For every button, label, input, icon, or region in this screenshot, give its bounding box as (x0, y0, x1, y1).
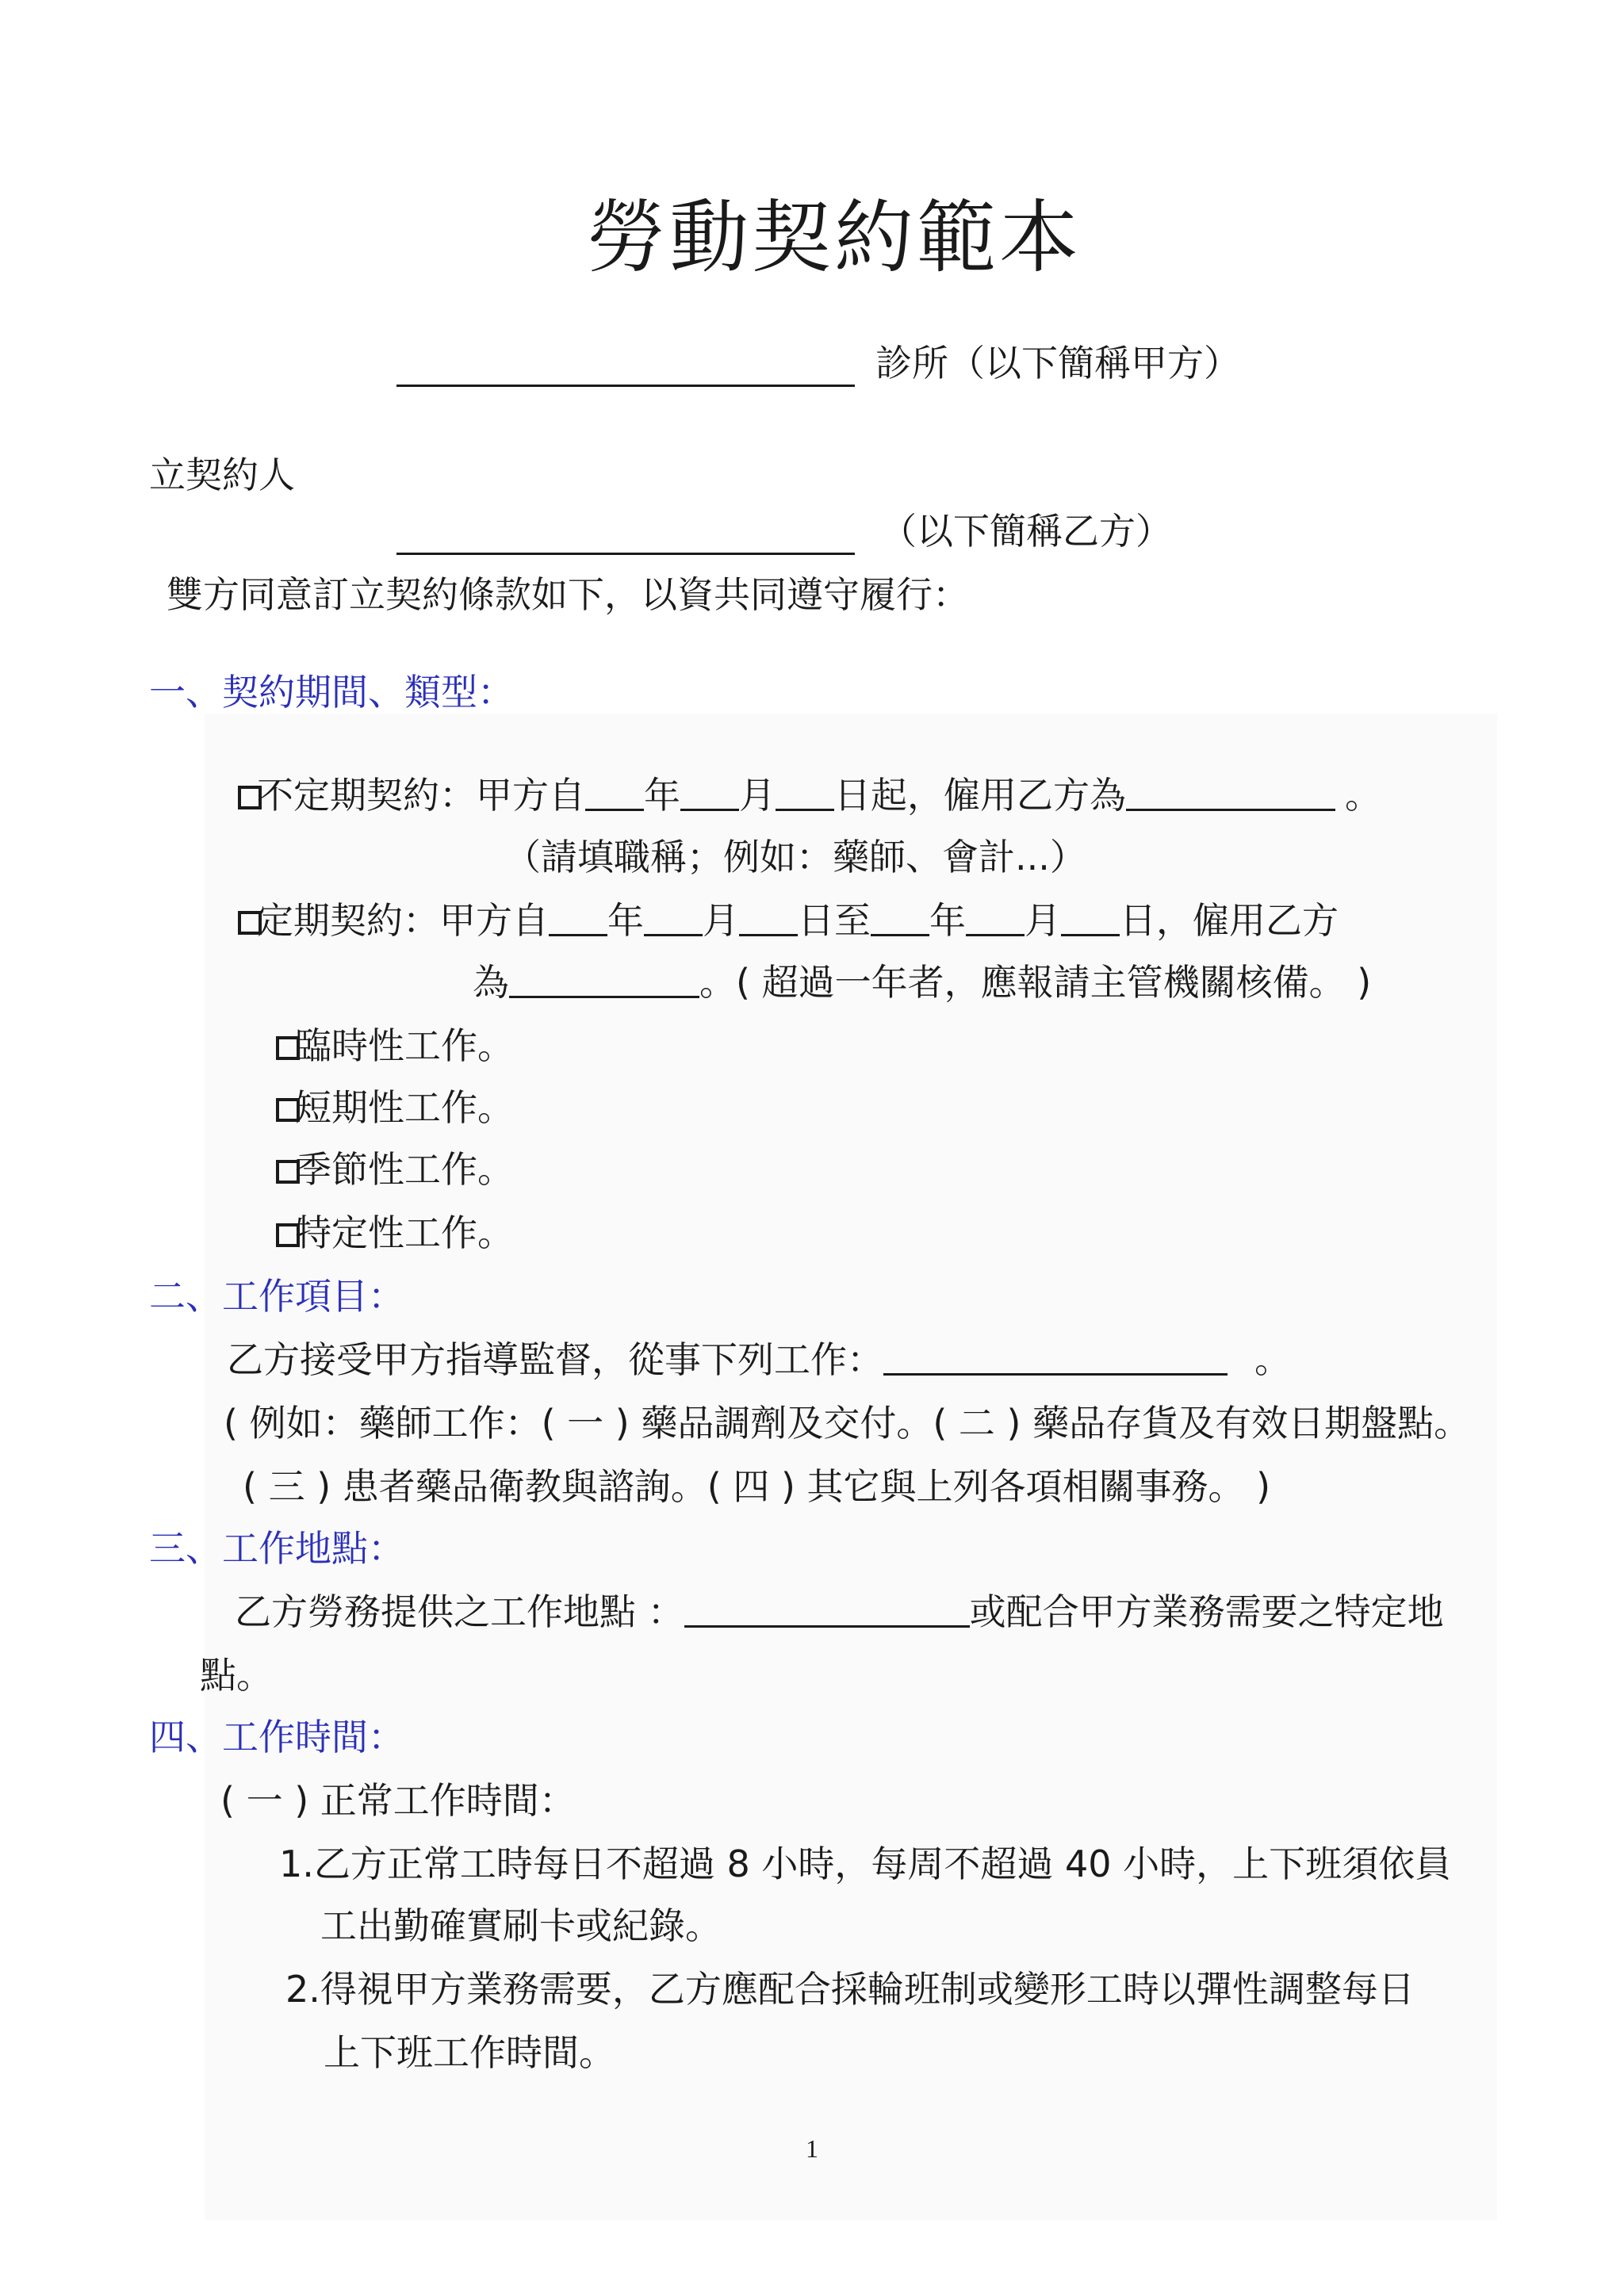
indefinite-contract-row: 不定期契約：甲方自 年 月 日起，僱用乙方為 。 (238, 777, 1381, 813)
work-items-line: 乙方接受甲方指導監督，從事下列工作： 。 (227, 1338, 1291, 1381)
work-location-line-2: 點。 (200, 1654, 273, 1697)
option-temporary: 臨時性工作。 (276, 1027, 514, 1064)
option-short-term: 短期性工作。 (276, 1089, 514, 1126)
party-a-suffix: 診所（以下簡稱甲方） (875, 342, 1240, 385)
job-title-blank[interactable] (1126, 777, 1335, 811)
item-2-line-2: 上下班工作時間。 (324, 2031, 615, 2074)
page-number: 1 (806, 2134, 818, 2163)
section-1-heading: 一、契約期間、類型： (149, 671, 514, 714)
section-3-heading: 三、工作地點： (149, 1527, 404, 1570)
document-title: 勞動契約範本 (587, 191, 1082, 284)
work-items-example-2: ( 三 ) 患者藥品衛教與諮詢。( 四 ) 其它與上列各項相關事務。 ) (243, 1465, 1271, 1508)
party-b-name-blank[interactable] (396, 553, 855, 555)
normal-hours-subheading: ( 一 ) 正常工作時間： (220, 1779, 576, 1822)
definite-label: 定期契約：甲方自 (257, 899, 549, 942)
job-title-hint: （請填職稱；例如：藥師、會計...） (504, 836, 1086, 878)
party-b-suffix: （以下簡稱乙方） (880, 510, 1172, 553)
work-location-blank[interactable] (684, 1594, 970, 1628)
to-month-blank[interactable] (966, 902, 1025, 936)
definite-job-title-blank[interactable] (509, 964, 699, 998)
signatory-label: 立契約人 (149, 453, 295, 496)
work-items-blank[interactable] (883, 1341, 1228, 1376)
to-year-blank[interactable] (871, 902, 929, 936)
party-a-name-blank[interactable] (396, 385, 855, 387)
from-day-blank[interactable] (739, 902, 798, 936)
month-blank[interactable] (680, 777, 739, 811)
item-2-line-1: 2.得視甲方業務需要，乙方應配合採輪班制或變形工時以彈性調整每日 (285, 1968, 1415, 2011)
item-1-line-2: 工出勤確實刷卡或紀錄。 (320, 1904, 722, 1947)
section-2-heading: 二、工作項目： (149, 1275, 404, 1318)
indefinite-label: 不定期契約：甲方自 (257, 774, 585, 817)
to-day-blank[interactable] (1061, 902, 1120, 936)
from-month-blank[interactable] (644, 902, 703, 936)
definite-job-row: 為 。( 超過一年者，應報請主管機關核備。 ) (473, 961, 1372, 1004)
option-specific: 特定性工作。 (276, 1215, 514, 1251)
intro-text: 雙方同意訂立契約條款如下，以資共同遵守履行： (167, 573, 969, 616)
work-items-example-1: ( 例如：藥師工作：( 一 ) 藥品調劑及交付。( 二 ) 藥品存貨及有效日期盤點。 (224, 1402, 1471, 1445)
from-year-blank[interactable] (549, 902, 607, 936)
definite-contract-row: 定期契約：甲方自 年 月 日至 年 月 日，僱用乙方 (238, 902, 1339, 939)
year-blank[interactable] (585, 777, 644, 811)
section-4-heading: 四、工作時間： (149, 1716, 404, 1758)
item-1-line-1: 1.乙方正常工時每日不超過 8 小時，每周不超過 40 小時，上下班須依員 (279, 1843, 1452, 1885)
day-blank[interactable] (776, 777, 834, 811)
work-location-line: 乙方勞務提供之工作地點 ： 或配合甲方業務需要之特定地 (235, 1590, 1444, 1633)
option-seasonal: 季節性工作。 (276, 1151, 514, 1188)
